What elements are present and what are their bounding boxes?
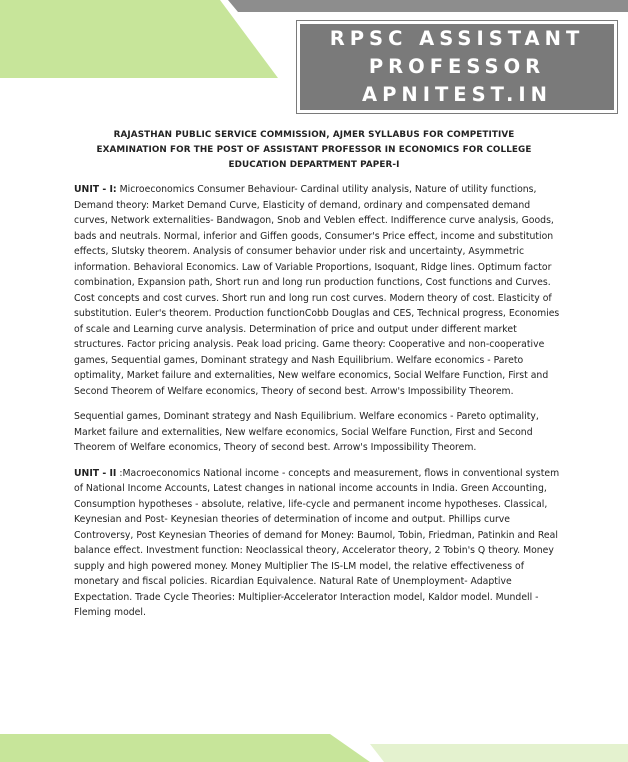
header-line-2: PROFESSOR — [368, 55, 546, 78]
top-left-green-band — [0, 0, 278, 78]
unit-2-text: :Macroeconomics National income - concepts and measurement, flows in conventional system of National Income Accounts, Latest changes in national income accounts in India. Green Accounting, Consumption hypotheses - absolute, relative, life-cycle and permanent income hypotheses. Classical, Keynesian and Post- Keynesian theories of determination of income and output. Phillips curve Controversy, Post Keynesian Theories of demand for Money: Baumol, Tobin, Friedman, Patinkin and Real balance effect. Investment function: Neoclassical theory, Accelerator theory, 2 Tobin's Q theory. Money supply and high powered money. Money Multiplier The IS-LM model, the relative effectiveness of monetary and fiscal policies. Ricardian Equivalence. Natural Rate of Unemployment- Adaptive Expectation. Trade Cycle Theories: Multiplier-Accelerator Interaction model, Kaldor model. Mundell -Fleming model. — [74, 467, 560, 618]
unit-1-text: Microeconomics Consumer Behaviour- Cardinal utility analysis, Nature of utility functions, Demand theory: Market Demand Curve, Elasticity of demand, ordinary and compensated demand curves, Network externalities- Bandwagon, Snob and Veblen effect. Indifference curve analysis, Goods, bads and neutrals. Normal, inferior and Giffen goods, Consumer's Price effect, income and substitution effects, Slutsky theorem. Analysis of consumer behavior under risk and uncertainty, Asymmetric information. Behavioral Economics. Law of Variable Proportions, Isoquant, Ridge lines. Optimum factor combination, Expansion path, Short run and long run production functions, Cost functions and Curves. Cost concepts and cost curves. Short run and long run cost curves. Modern theory of cost. Elasticity of substitution. Euler's theorem. Production functionCobb Douglas and CES, Technical progress, Economies of scale and Learning curve analysis. Determination of price and output under different market structures. Factor pricing analysis. Peak load pricing. Game theory: Cooperative and non-cooperative games, Sequential games, Dominant strategy and Nash Equilibrium. Welfare economics - Pareto optimality, Market failure and externalities, New welfare economics, Social Welfare Function, First and Second Theorem of Welfare economics, Theory of second best. Arrow's Impossibility Theorem. — [74, 184, 560, 397]
syllabus-body — [74, 182, 566, 631]
bottom-decoration — [0, 700, 628, 762]
top-gray-band — [228, 0, 628, 12]
unit-2-label: UNIT - II — [74, 467, 117, 479]
unit-2-paragraph — [74, 466, 566, 621]
header-line-1: RPSC ASSISTANT — [329, 27, 585, 50]
header-banner — [297, 21, 617, 113]
bottom-green-band — [0, 734, 370, 762]
unit-1-label: UNIT - I: — [74, 184, 117, 195]
paragraph-2: Sequential games, Dominant strategy and Nash Equilibrium. Welfare economics - Pareto optimality, Market failure and externalities, New welfare economics, Social Welfare Function, First and Second Theorem of Welfare economics, Theory of second best. Arrow's Impossibility Theorem. — [74, 411, 539, 453]
header-line-3: APNITEST.IN — [362, 83, 552, 106]
bottom-right-light-band — [370, 744, 628, 762]
document-title: RAJASTHAN PUBLIC SERVICE COMMISSION, AJMER SYLLABUS FOR COMPETITIVE EXAMINATION FOR THE POST OF ASSISTANT PROFESSOR IN ECONOMICS FOR COLLEGE EDUCATION DEPARTMENT PAPER-I — [96, 130, 532, 170]
unit-1-paragraph — [74, 182, 566, 399]
